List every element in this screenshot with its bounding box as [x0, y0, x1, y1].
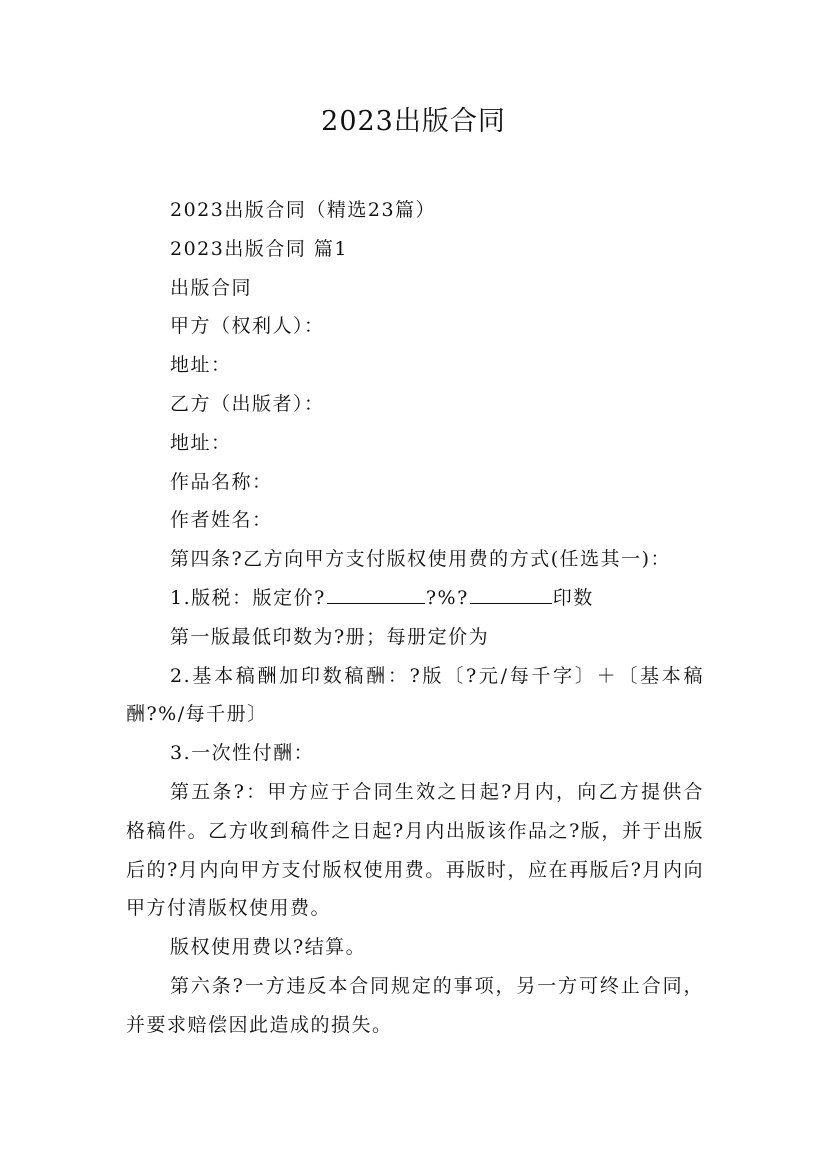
paragraph-address-b: 地址：	[170, 431, 232, 454]
paragraph-party-b: 乙方（出版者）：	[170, 392, 325, 415]
paragraph-article-6: 第六条?一方违反本合同规定的事项，另一方可终止合同，并要求赔偿因此造成的损失。	[126, 974, 704, 1036]
paragraph-heading-article: 2023出版合同 篇1	[170, 237, 348, 260]
paragraph-address-a: 地址：	[170, 354, 232, 377]
paragraph-contract-name: 出版合同	[170, 276, 253, 299]
paragraph-article-4: 第四条?乙方向甲方支付版权使用费的方式(任选其一)：	[170, 548, 672, 571]
paragraph-settlement: 版权使用费以?结算。	[170, 936, 367, 959]
document-body	[126, 191, 704, 1045]
paragraph-basic-fee: 2.基本稿酬加印数稿酬：?版〔?元/每千字〕＋〔基本稿酬?%/每千册〕	[126, 664, 704, 726]
royalty-text-2: ?%?	[425, 586, 469, 609]
blank-price	[327, 585, 425, 604]
paragraph-heading-collection: 2023出版合同（精选23篇）	[170, 199, 437, 221]
paragraph-first-edition: 第一版最低印数为?册；每册定价为	[170, 625, 490, 648]
paragraph-royalty-line	[126, 579, 704, 618]
paragraph-article-5: 第五条?：甲方应于合同生效之日起?月内，向乙方提供合格稿件。乙方收到稿件之日起?月内出版该作品之?版，并于出版后的?月内向甲方支付版权使用费。再版时，应在再版后?月内向甲方付清版权使用费。	[126, 780, 704, 920]
paragraph-party-a: 甲方（权利人）：	[170, 315, 325, 338]
paragraph-work-title: 作品名称：	[170, 470, 273, 493]
royalty-text-1: 1.版税：版定价?	[170, 586, 326, 609]
blank-print-run	[470, 585, 552, 604]
paragraph-lump-sum: 3.一次性付酬：	[170, 742, 315, 765]
royalty-text-3: 印数	[552, 586, 594, 609]
paragraph-author-name: 作者姓名：	[170, 509, 273, 532]
document-title: 2023出版合同	[321, 106, 506, 137]
